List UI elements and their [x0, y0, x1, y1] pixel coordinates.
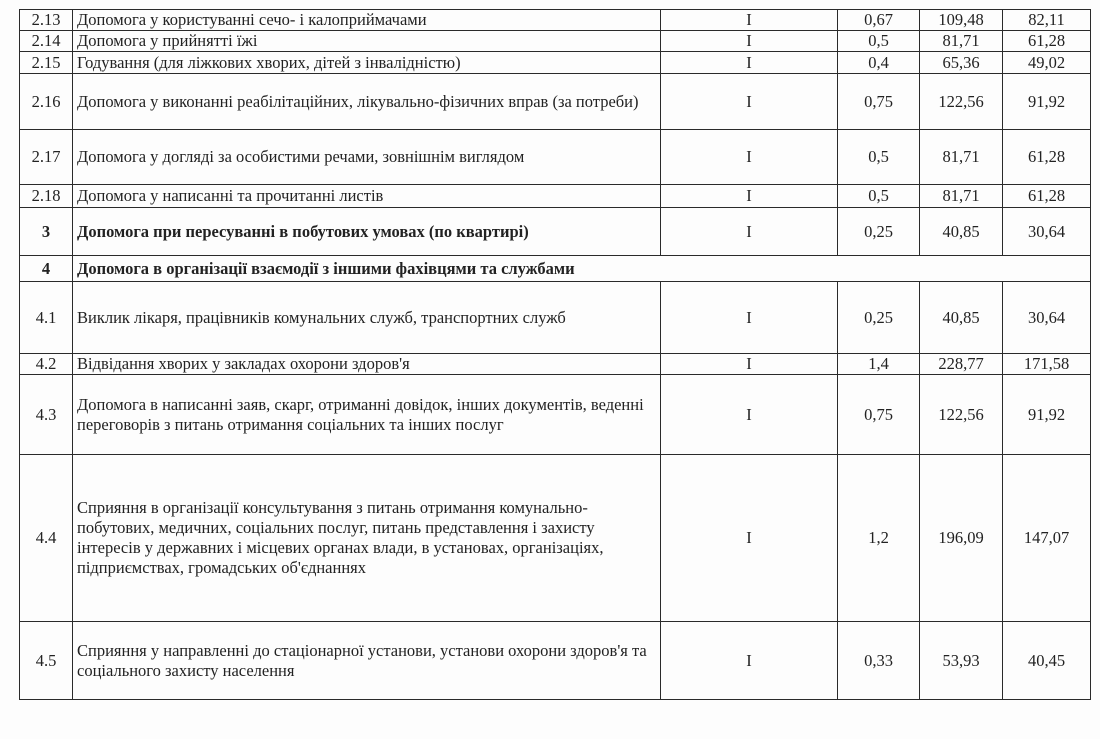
row-number: 4: [20, 256, 73, 282]
price-cell: 122,56: [920, 375, 1003, 455]
price-cell: 147,07: [1003, 455, 1091, 622]
row-number: 2.13: [20, 10, 73, 31]
coefficient-cell: 0,75: [838, 74, 920, 130]
coefficient-cell: 0,25: [838, 208, 920, 256]
unit-cell: I: [661, 354, 838, 375]
price-cell: 49,02: [1003, 52, 1091, 74]
service-name: Допомога у догляді за особистими речами, зовнішнім виглядом: [73, 130, 661, 185]
price-cell: 81,71: [920, 31, 1003, 52]
unit-cell: I: [661, 622, 838, 700]
table-row: [20, 208, 1091, 256]
price-cell: 61,28: [1003, 130, 1091, 185]
price-cell: 171,58: [1003, 354, 1091, 375]
service-name: Сприяння у направленні до стаціонарної установи, установи охорони здоров'я та соціального захисту населення: [73, 622, 661, 700]
row-number: 2.17: [20, 130, 73, 185]
coefficient-cell: 0,25: [838, 282, 920, 354]
unit-cell: I: [661, 208, 838, 256]
price-cell: 40,85: [920, 208, 1003, 256]
section-row: [20, 256, 1091, 282]
price-cell: 109,48: [920, 10, 1003, 31]
table-row: [20, 10, 1091, 31]
price-cell: 228,77: [920, 354, 1003, 375]
service-name: Допомога у користуванні сечо- і калоприймачами: [73, 10, 661, 31]
coefficient-cell: 1,4: [838, 354, 920, 375]
table-row: [20, 185, 1091, 208]
table-row: [20, 74, 1091, 130]
service-name: Допомога в написанні заяв, скарг, отриманні довідок, інших документів, веденні переговорів з питань отримання соціальних та інших послуг: [73, 375, 661, 455]
unit-cell: I: [661, 185, 838, 208]
price-cell: 81,71: [920, 185, 1003, 208]
services-table: [19, 9, 1091, 700]
price-cell: 91,92: [1003, 74, 1091, 130]
coefficient-cell: 0,33: [838, 622, 920, 700]
unit-cell: I: [661, 31, 838, 52]
price-cell: 61,28: [1003, 31, 1091, 52]
coefficient-cell: 0,5: [838, 185, 920, 208]
table-row: [20, 52, 1091, 74]
row-number: 4.3: [20, 375, 73, 455]
service-name: Годування (для ліжкових хворих, дітей з інвалідністю): [73, 52, 661, 74]
unit-cell: I: [661, 282, 838, 354]
coefficient-cell: 0,5: [838, 130, 920, 185]
section-title: Допомога в організації взаємодії з іншими фахівцями та службами: [73, 256, 1091, 282]
unit-cell: I: [661, 375, 838, 455]
service-name: Допомога при пересуванні в побутових умовах (по квартирі): [73, 208, 661, 256]
table-row: [20, 354, 1091, 375]
row-number: 2.18: [20, 185, 73, 208]
unit-cell: I: [661, 455, 838, 622]
price-cell: 91,92: [1003, 375, 1091, 455]
row-number: 2.14: [20, 31, 73, 52]
unit-cell: I: [661, 74, 838, 130]
price-cell: 53,93: [920, 622, 1003, 700]
service-name: Виклик лікаря, працівників комунальних служб, транспортних служб: [73, 282, 661, 354]
service-name: Сприяння в організації консультування з питань отримання комунально-побутових, медичних, соціальних послуг, питань представлення і захисту інтересів у державних і місцевих органах влади, в установах, організаціях, підприємствах, громадських об'єднаннях: [73, 455, 661, 622]
row-number: 4.5: [20, 622, 73, 700]
coefficient-cell: 1,2: [838, 455, 920, 622]
table-row: [20, 31, 1091, 52]
price-cell: 81,71: [920, 130, 1003, 185]
price-cell: 61,28: [1003, 185, 1091, 208]
row-number: 4.2: [20, 354, 73, 375]
unit-cell: I: [661, 10, 838, 31]
service-name: Допомога у написанні та прочитанні листів: [73, 185, 661, 208]
coefficient-cell: 0,75: [838, 375, 920, 455]
service-name: Допомога у виконанні реабілітаційних, лікувально-фізичних вправ (за потреби): [73, 74, 661, 130]
table-row: [20, 130, 1091, 185]
row-number: 2.15: [20, 52, 73, 74]
table-row: [20, 282, 1091, 354]
table-row: [20, 375, 1091, 455]
price-cell: 30,64: [1003, 282, 1091, 354]
price-cell: 196,09: [920, 455, 1003, 622]
price-cell: 40,85: [920, 282, 1003, 354]
price-cell: 40,45: [1003, 622, 1091, 700]
coefficient-cell: 0,67: [838, 10, 920, 31]
price-cell: 65,36: [920, 52, 1003, 74]
coefficient-cell: 0,4: [838, 52, 920, 74]
row-number: 3: [20, 208, 73, 256]
price-cell: 30,64: [1003, 208, 1091, 256]
row-number: 4.4: [20, 455, 73, 622]
unit-cell: I: [661, 130, 838, 185]
price-cell: 122,56: [920, 74, 1003, 130]
table-row: [20, 455, 1091, 622]
coefficient-cell: 0,5: [838, 31, 920, 52]
price-cell: 82,11: [1003, 10, 1091, 31]
service-name: Відвідання хворих у закладах охорони здоров'я: [73, 354, 661, 375]
table-row: [20, 622, 1091, 700]
service-name: Допомога у прийнятті їжі: [73, 31, 661, 52]
unit-cell: I: [661, 52, 838, 74]
row-number: 2.16: [20, 74, 73, 130]
row-number: 4.1: [20, 282, 73, 354]
